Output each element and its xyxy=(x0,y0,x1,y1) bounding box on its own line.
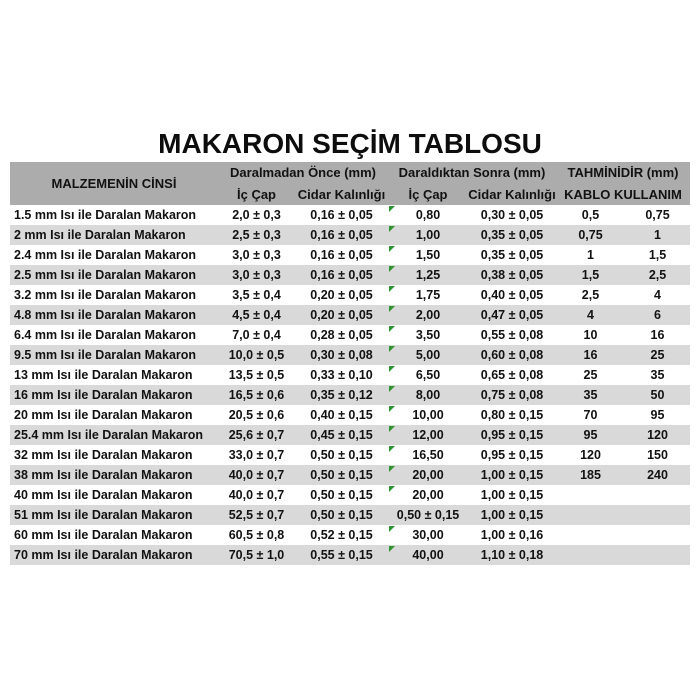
cidar-after-cell xyxy=(468,445,556,465)
header-ic-cap-before: İç Çap xyxy=(218,184,295,205)
comment-marker-icon xyxy=(389,206,395,212)
material-cell xyxy=(10,545,218,565)
cell-value: 6.4 mm Isı ile Daralan Makaron xyxy=(14,328,197,342)
table-row xyxy=(10,325,690,345)
ic-cap-before-cell xyxy=(218,425,295,445)
cell-value: 30,00 xyxy=(412,528,444,542)
cell-value: 0,30 ± 0,08 xyxy=(310,348,373,362)
material-cell xyxy=(10,385,218,405)
cidar-before-cell xyxy=(295,405,388,425)
cidar-before-cell xyxy=(295,345,388,365)
table-row xyxy=(10,265,690,285)
table-row xyxy=(10,285,690,305)
cell-value: 0,16 ± 0,05 xyxy=(310,268,373,282)
ic-cap-before-cell xyxy=(218,365,295,385)
cidar-after-cell xyxy=(468,365,556,385)
material-cell xyxy=(10,325,218,345)
cidar-before-cell xyxy=(295,525,388,545)
cidar-after-cell xyxy=(468,485,556,505)
cidar-after-cell xyxy=(468,325,556,345)
comment-marker-icon xyxy=(389,546,395,552)
comment-marker-icon xyxy=(389,366,395,372)
ic-cap-before-cell xyxy=(218,345,295,365)
cell-value: 3,5 ± 0,4 xyxy=(232,288,281,302)
ic-cap-after-cell xyxy=(388,265,468,285)
kablo-min-cell xyxy=(556,505,625,525)
cidar-before-cell xyxy=(295,505,388,525)
ic-cap-before-cell xyxy=(218,265,295,285)
header-cidar-after: Cidar Kalınlığı xyxy=(468,184,556,205)
ic-cap-before-cell xyxy=(218,525,295,545)
cell-value: 0,60 ± 0,08 xyxy=(480,348,544,362)
cell-value: 0,47 ± 0,05 xyxy=(480,308,544,322)
cell-value: 40,0 ± 0,7 xyxy=(228,468,285,482)
ic-cap-after-cell xyxy=(388,385,468,405)
cell-value: 25,6 ± 0,7 xyxy=(228,428,285,442)
cell-value: 1,5 xyxy=(648,248,667,262)
cidar-after-cell xyxy=(468,285,556,305)
cell-value: 95 xyxy=(583,428,598,442)
cell-value: 1,10 ± 0,18 xyxy=(480,548,544,562)
table-row xyxy=(10,205,690,225)
cell-value: 25 xyxy=(583,368,598,382)
cell-value: 16,5 ± 0,6 xyxy=(228,388,285,402)
cell-value: 70 mm Isı ile Daralan Makaron xyxy=(14,548,193,562)
cell-value: 0,35 ± 0,05 xyxy=(480,248,544,262)
cell-value: 0,35 ± 0,05 xyxy=(480,228,544,242)
cell-value: 150 xyxy=(647,448,668,462)
ic-cap-before-cell xyxy=(218,385,295,405)
cidar-after-cell xyxy=(468,205,556,225)
kablo-min-cell xyxy=(556,385,625,405)
kablo-min-cell xyxy=(556,245,625,265)
cell-value: 3,0 ± 0,3 xyxy=(232,268,281,282)
ic-cap-before-cell xyxy=(218,245,295,265)
cell-value: 0,75 xyxy=(578,228,603,242)
cell-value: 8,00 xyxy=(415,388,441,402)
cidar-after-cell xyxy=(468,425,556,445)
comment-marker-icon xyxy=(389,246,395,252)
ic-cap-before-cell xyxy=(218,545,295,565)
cell-value: 0,16 ± 0,05 xyxy=(310,248,373,262)
cell-value: 4 xyxy=(587,308,594,322)
cidar-after-cell xyxy=(468,465,556,485)
kablo-min-cell xyxy=(556,205,625,225)
header-cidar-before: Cidar Kalınlığı xyxy=(295,184,388,205)
kablo-max-cell xyxy=(625,225,690,245)
table-header xyxy=(10,162,690,205)
cell-value: 6 xyxy=(654,308,661,322)
cell-value: 0,50 ± 0,15 xyxy=(310,508,373,522)
cell-value: 1,00 ± 0,15 xyxy=(480,488,544,502)
cell-value: 25.4 mm Isı ile Daralan Makaron xyxy=(14,428,203,442)
cell-value: 33,0 ± 0,7 xyxy=(228,448,285,462)
cell-value: 185 xyxy=(580,468,601,482)
cell-value: 0,5 xyxy=(581,208,600,222)
cell-value: 4.8 mm Isı ile Daralan Makaron xyxy=(14,308,197,322)
cell-value: 0,80 ± 0,15 xyxy=(480,408,544,422)
cell-value: 0,75 xyxy=(645,208,670,222)
table-row xyxy=(10,545,690,565)
cell-value: 0,28 ± 0,05 xyxy=(310,328,373,342)
cell-value: 0,95 ± 0,15 xyxy=(480,448,544,462)
comment-marker-icon xyxy=(389,346,395,352)
kablo-max-cell xyxy=(625,345,690,365)
cell-value: 2.4 mm Isı ile Daralan Makaron xyxy=(14,248,197,262)
cell-value: 0,40 ± 0,15 xyxy=(310,408,373,422)
cell-value: 20,5 ± 0,6 xyxy=(228,408,285,422)
kablo-min-cell xyxy=(556,305,625,325)
cell-value: 16,50 xyxy=(412,448,444,462)
cidar-after-cell xyxy=(468,265,556,285)
material-cell xyxy=(10,225,218,245)
cell-value: 25 xyxy=(650,348,665,362)
cell-value: 3,50 xyxy=(415,328,441,342)
table-body xyxy=(10,205,690,565)
cell-value: 0,16 ± 0,05 xyxy=(310,228,373,242)
header-kablo-kullanim: KABLO KULLANIM xyxy=(556,184,690,205)
header-group-before: Daralmadan Önce (mm) xyxy=(218,162,388,184)
table-row xyxy=(10,505,690,525)
material-cell xyxy=(10,205,218,225)
cell-value: 0,75 ± 0,08 xyxy=(480,388,544,402)
kablo-max-cell xyxy=(625,205,690,225)
kablo-max-cell xyxy=(625,385,690,405)
ic-cap-after-cell xyxy=(388,325,468,345)
cell-value: 0,45 ± 0,15 xyxy=(310,428,373,442)
kablo-min-cell xyxy=(556,325,625,345)
cell-value: 0,52 ± 0,15 xyxy=(310,528,373,542)
cell-value: 40,00 xyxy=(412,548,444,562)
cell-value: 1,5 xyxy=(581,268,600,282)
kablo-max-cell xyxy=(625,405,690,425)
cell-value: 12,00 xyxy=(412,428,444,442)
comment-marker-icon xyxy=(389,286,395,292)
cidar-before-cell xyxy=(295,225,388,245)
table-row xyxy=(10,305,690,325)
cidar-after-cell xyxy=(468,385,556,405)
kablo-max-cell xyxy=(625,425,690,445)
ic-cap-after-cell xyxy=(388,305,468,325)
kablo-min-cell xyxy=(556,285,625,305)
material-cell xyxy=(10,525,218,545)
kablo-min-cell xyxy=(556,405,625,425)
cell-value: 120 xyxy=(580,448,601,462)
material-cell xyxy=(10,305,218,325)
kablo-min-cell xyxy=(556,425,625,445)
cell-value: 40 mm Isı ile Daralan Makaron xyxy=(14,488,193,502)
ic-cap-after-cell xyxy=(388,405,468,425)
table-row xyxy=(10,445,690,465)
cell-value: 120 xyxy=(647,428,668,442)
cell-value: 0,16 ± 0,05 xyxy=(310,208,373,222)
ic-cap-after-cell xyxy=(388,505,468,525)
table-row xyxy=(10,405,690,425)
kablo-min-cell xyxy=(556,465,625,485)
cell-value: 9.5 mm Isı ile Daralan Makaron xyxy=(14,348,197,362)
material-cell xyxy=(10,265,218,285)
cell-value: 2,00 xyxy=(415,308,441,322)
material-cell xyxy=(10,485,218,505)
table-row xyxy=(10,365,690,385)
cell-value: 0,65 ± 0,08 xyxy=(480,368,544,382)
table-row xyxy=(10,345,690,365)
cell-value: 20,00 xyxy=(412,468,444,482)
kablo-max-cell xyxy=(625,525,690,545)
kablo-max-cell xyxy=(625,485,690,505)
ic-cap-before-cell xyxy=(218,305,295,325)
cell-value: 5,00 xyxy=(415,348,441,362)
cidar-before-cell xyxy=(295,245,388,265)
kablo-min-cell xyxy=(556,265,625,285)
ic-cap-after-cell xyxy=(388,485,468,505)
kablo-max-cell xyxy=(625,545,690,565)
cell-value: 16 xyxy=(583,348,598,362)
kablo-max-cell xyxy=(625,465,690,485)
cell-value: 10 xyxy=(583,328,598,342)
cell-value: 1,00 ± 0,15 xyxy=(480,508,544,522)
ic-cap-before-cell xyxy=(218,405,295,425)
comment-marker-icon xyxy=(389,306,395,312)
cell-value: 1,00 ± 0,15 xyxy=(480,468,544,482)
comment-marker-icon xyxy=(389,466,395,472)
cell-value: 1.5 mm Isı ile Daralan Makaron xyxy=(14,208,197,222)
cell-value: 2,0 ± 0,3 xyxy=(232,208,281,222)
cell-value: 1,00 ± 0,16 xyxy=(480,528,544,542)
material-cell xyxy=(10,445,218,465)
cell-value: 1,00 xyxy=(415,228,441,242)
selection-table xyxy=(10,162,690,565)
cell-value: 2 mm Isı ile Daralan Makaron xyxy=(14,228,186,242)
cell-value: 13 mm Isı ile Daralan Makaron xyxy=(14,368,193,382)
ic-cap-after-cell xyxy=(388,465,468,485)
cidar-before-cell xyxy=(295,425,388,445)
ic-cap-after-cell xyxy=(388,445,468,465)
cidar-before-cell xyxy=(295,545,388,565)
kablo-min-cell xyxy=(556,525,625,545)
cell-value: 2,5 xyxy=(648,268,667,282)
cidar-before-cell xyxy=(295,485,388,505)
ic-cap-after-cell xyxy=(388,525,468,545)
table-row xyxy=(10,425,690,445)
comment-marker-icon xyxy=(389,486,395,492)
cell-value: 1,75 xyxy=(415,288,441,302)
cell-value: 38 mm Isı ile Daralan Makaron xyxy=(14,468,193,482)
cell-value: 1,25 xyxy=(415,268,441,282)
kablo-max-cell xyxy=(625,305,690,325)
kablo-max-cell xyxy=(625,265,690,285)
ic-cap-before-cell xyxy=(218,205,295,225)
comment-marker-icon xyxy=(389,446,395,452)
comment-marker-icon xyxy=(389,406,395,412)
comment-marker-icon xyxy=(389,386,395,392)
ic-cap-before-cell xyxy=(218,225,295,245)
comment-marker-icon xyxy=(389,426,395,432)
cidar-before-cell xyxy=(295,265,388,285)
kablo-max-cell xyxy=(625,505,690,525)
cell-value: 0,50 ± 0,15 xyxy=(310,448,373,462)
cidar-after-cell xyxy=(468,305,556,325)
kablo-max-cell xyxy=(625,445,690,465)
cell-value: 10,00 xyxy=(412,408,444,422)
cell-value: 0,35 ± 0,12 xyxy=(310,388,373,402)
kablo-max-cell xyxy=(625,285,690,305)
table-row xyxy=(10,465,690,485)
cell-value: 7,0 ± 0,4 xyxy=(232,328,281,342)
cell-value: 0,20 ± 0,05 xyxy=(310,288,373,302)
cell-value: 1,50 xyxy=(415,248,441,262)
comment-marker-icon xyxy=(389,526,395,532)
comment-marker-icon xyxy=(389,266,395,272)
cidar-before-cell xyxy=(295,325,388,345)
header-group-after: Daraldıktan Sonra (mm) xyxy=(388,162,556,184)
cell-value: 240 xyxy=(647,468,668,482)
cidar-after-cell xyxy=(468,505,556,525)
cell-value: 0,55 ± 0,08 xyxy=(480,328,544,342)
cell-value: 35 xyxy=(650,368,665,382)
ic-cap-before-cell xyxy=(218,485,295,505)
material-cell xyxy=(10,505,218,525)
ic-cap-after-cell xyxy=(388,245,468,265)
cidar-before-cell xyxy=(295,465,388,485)
material-cell xyxy=(10,465,218,485)
kablo-max-cell xyxy=(625,365,690,385)
cell-value: 0,50 ± 0,15 xyxy=(310,468,373,482)
header-group-estimate: TAHMİNİDİR (mm) xyxy=(556,162,690,184)
cell-value: 1 xyxy=(587,248,594,262)
cell-value: 20 mm Isı ile Daralan Makaron xyxy=(14,408,193,422)
ic-cap-after-cell xyxy=(388,345,468,365)
cell-value: 60 mm Isı ile Daralan Makaron xyxy=(14,528,193,542)
cidar-before-cell xyxy=(295,365,388,385)
cidar-before-cell xyxy=(295,285,388,305)
cell-value: 70,5 ± 1,0 xyxy=(228,548,285,562)
ic-cap-after-cell xyxy=(388,365,468,385)
material-cell xyxy=(10,425,218,445)
cell-value: 40,0 ± 0,7 xyxy=(228,488,285,502)
cell-value: 2,5 xyxy=(581,288,600,302)
cell-value: 6,50 xyxy=(415,368,441,382)
material-cell xyxy=(10,285,218,305)
cell-value: 16 xyxy=(650,328,665,342)
cell-value: 35 xyxy=(583,388,598,402)
cidar-before-cell xyxy=(295,205,388,225)
cidar-before-cell xyxy=(295,385,388,405)
kablo-max-cell xyxy=(625,245,690,265)
cidar-after-cell xyxy=(468,245,556,265)
table-row xyxy=(10,485,690,505)
cell-value: 10,0 ± 0,5 xyxy=(228,348,285,362)
cell-value: 4 xyxy=(654,288,661,302)
cidar-after-cell xyxy=(468,405,556,425)
cell-value: 1 xyxy=(654,228,661,242)
cell-value: 51 mm Isı ile Daralan Makaron xyxy=(14,508,193,522)
material-cell xyxy=(10,405,218,425)
kablo-min-cell xyxy=(556,445,625,465)
table-row xyxy=(10,245,690,265)
cell-value: 3,0 ± 0,3 xyxy=(232,248,281,262)
cidar-after-cell xyxy=(468,345,556,365)
cidar-after-cell xyxy=(468,545,556,565)
header-ic-cap-after: İç Çap xyxy=(388,184,468,205)
cell-value: 2,5 ± 0,3 xyxy=(232,228,281,242)
selection-table-wrap xyxy=(10,162,690,565)
material-cell xyxy=(10,345,218,365)
kablo-min-cell xyxy=(556,365,625,385)
cell-value: 50 xyxy=(650,388,665,402)
ic-cap-before-cell xyxy=(218,465,295,485)
ic-cap-after-cell xyxy=(388,205,468,225)
kablo-max-cell xyxy=(625,325,690,345)
ic-cap-after-cell xyxy=(388,425,468,445)
cell-value: 0,50 ± 0,15 xyxy=(396,508,460,522)
header-material: MALZEMENİN CİNSİ xyxy=(10,162,218,205)
ic-cap-before-cell xyxy=(218,285,295,305)
cell-value: 60,5 ± 0,8 xyxy=(228,528,285,542)
cidar-after-cell xyxy=(468,225,556,245)
table-row xyxy=(10,225,690,245)
page-title: MAKARON SEÇİM TABLOSU xyxy=(158,128,542,159)
cidar-after-cell xyxy=(468,525,556,545)
cell-value: 0,80 xyxy=(415,208,441,222)
kablo-min-cell xyxy=(556,545,625,565)
ic-cap-after-cell xyxy=(388,545,468,565)
ic-cap-after-cell xyxy=(388,285,468,305)
comment-marker-icon xyxy=(389,226,395,232)
cell-value: 20,00 xyxy=(412,488,444,502)
cell-value: 0,30 ± 0,05 xyxy=(480,208,544,222)
ic-cap-before-cell xyxy=(218,325,295,345)
cell-value: 0,38 ± 0,05 xyxy=(480,268,544,282)
cidar-before-cell xyxy=(295,445,388,465)
cell-value: 16 mm Isı ile Daralan Makaron xyxy=(14,388,193,402)
cell-value: 95 xyxy=(650,408,665,422)
cell-value: 2.5 mm Isı ile Daralan Makaron xyxy=(14,268,197,282)
comment-marker-icon xyxy=(389,326,395,332)
cell-value: 0,20 ± 0,05 xyxy=(310,308,373,322)
table-row xyxy=(10,525,690,545)
table-row xyxy=(10,385,690,405)
cell-value: 70 xyxy=(583,408,598,422)
kablo-min-cell xyxy=(556,485,625,505)
material-cell xyxy=(10,245,218,265)
cell-value: 4,5 ± 0,4 xyxy=(232,308,281,322)
kablo-min-cell xyxy=(556,345,625,365)
ic-cap-before-cell xyxy=(218,505,295,525)
cell-value: 0,33 ± 0,10 xyxy=(310,368,373,382)
cell-value: 0,95 ± 0,15 xyxy=(480,428,544,442)
kablo-min-cell xyxy=(556,225,625,245)
ic-cap-after-cell xyxy=(388,225,468,245)
material-cell xyxy=(10,365,218,385)
cell-value: 52,5 ± 0,7 xyxy=(228,508,285,522)
cidar-before-cell xyxy=(295,305,388,325)
cell-value: 0,40 ± 0,05 xyxy=(480,288,544,302)
cell-value: 32 mm Isı ile Daralan Makaron xyxy=(14,448,193,462)
cell-value: 3.2 mm Isı ile Daralan Makaron xyxy=(14,288,197,302)
cell-value: 0,50 ± 0,15 xyxy=(310,488,373,502)
cell-value: 0,55 ± 0,15 xyxy=(310,548,373,562)
ic-cap-before-cell xyxy=(218,445,295,465)
cell-value: 13,5 ± 0,5 xyxy=(228,368,285,382)
